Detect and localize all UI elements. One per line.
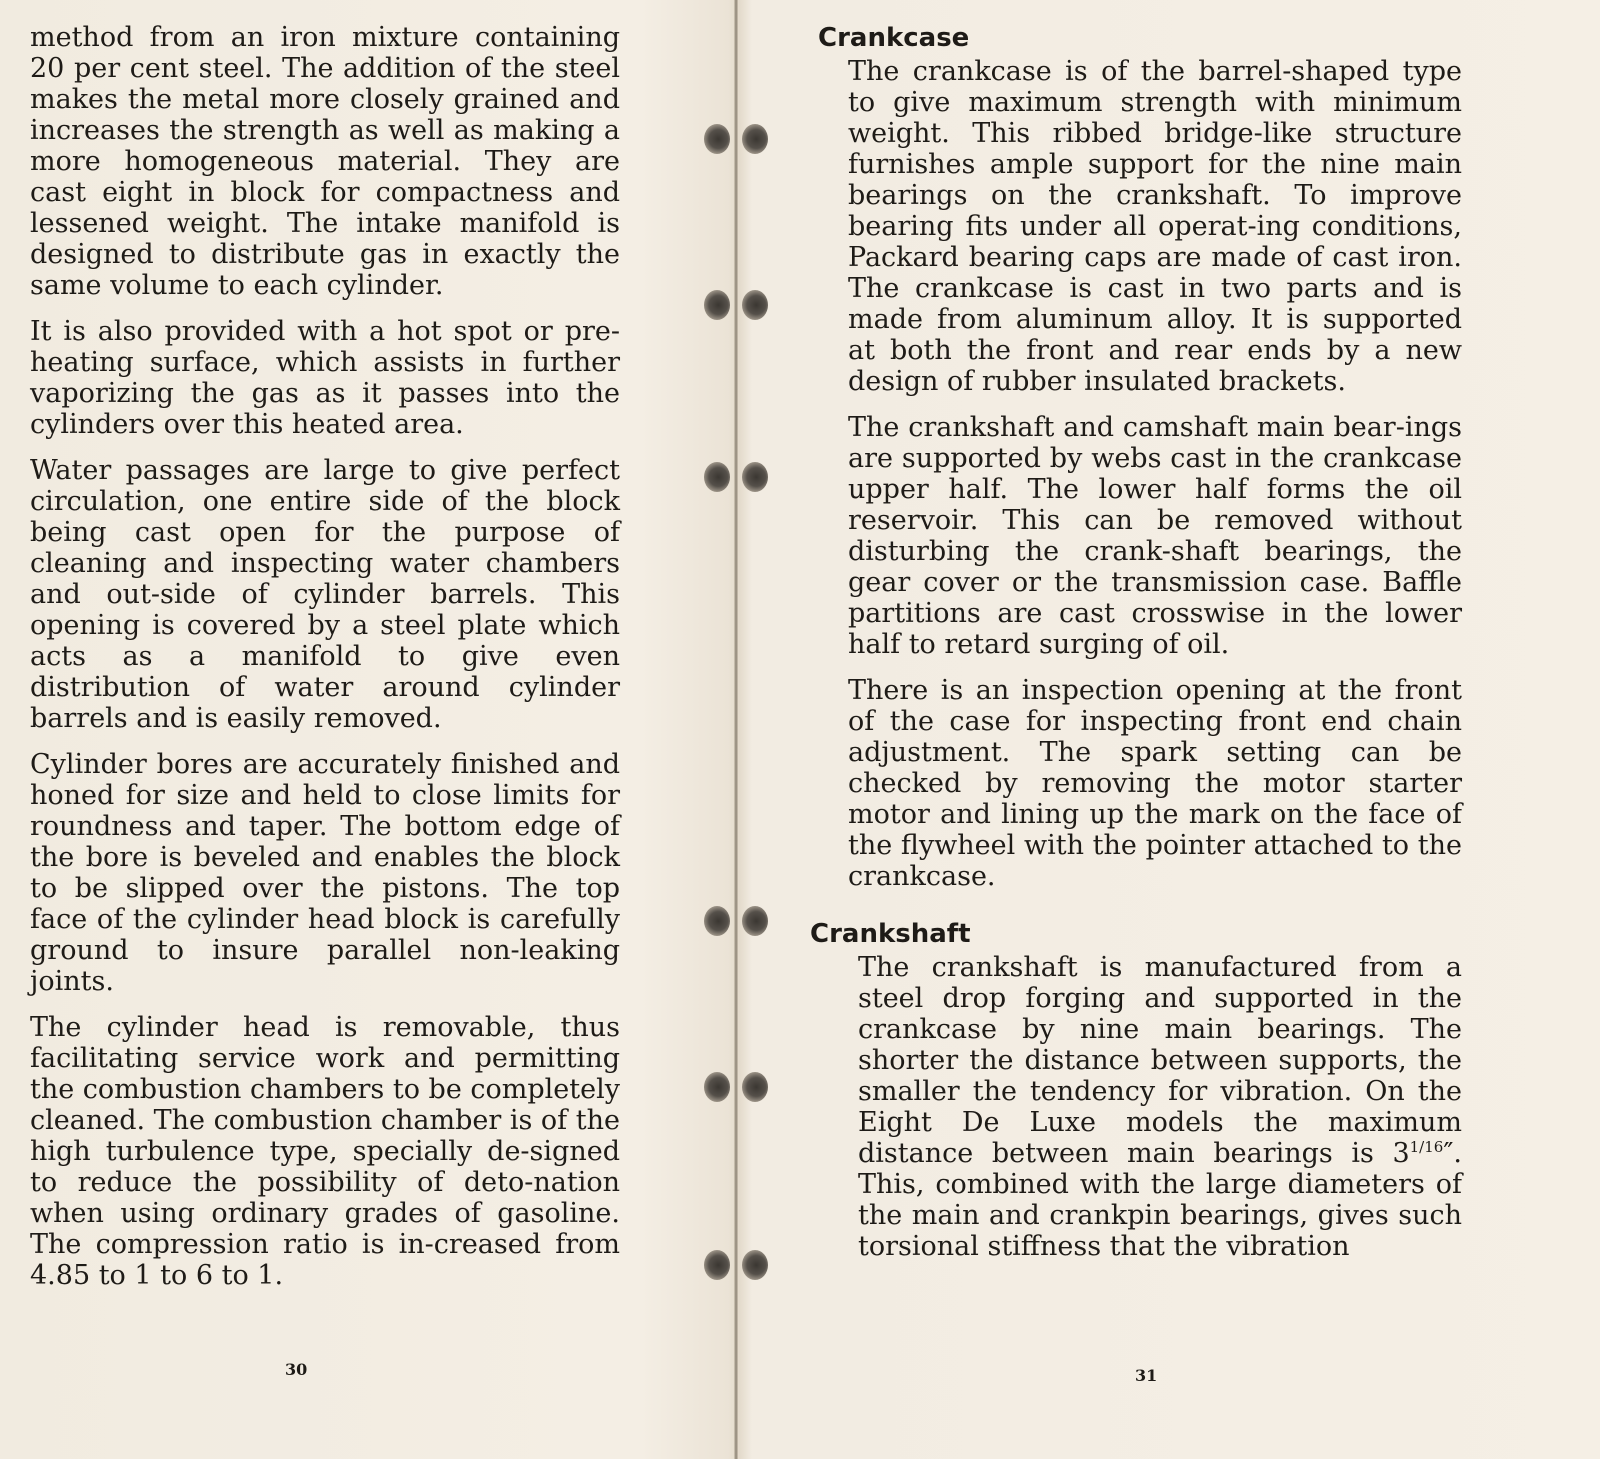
paragraph: The crankcase is of the barrel-shaped type to give maximum strength with minimum weight. This ribbed bridge-like structure furnishes ample support for the nine main bearings on the crankshaft. To improve bearing fits under all operat-ing conditions, Packard bearing caps are made of cast iron. The crankcase is cast in two parts and is made from aluminum alloy. It is supported at both the front and rear ends by a new design of rubber insulated brackets. (848, 56, 1462, 397)
paragraph: Water passages are large to give perfect circulation, one entire side of the block being cast open for the purpose of cleaning and inspecting water chambers and out-side of cylinder barrels. This opening is covered by a steel plate which acts as a manifold to give even distribution of water around cylinder barrels and is easily removed. (30, 455, 620, 734)
left-page (0, 0, 700, 1459)
paragraph-text: This, combined with the large diameters of the main and crankpin bearings, gives such torsional stiffness that the vibration (858, 1169, 1462, 1262)
paragraph: The cylinder head is removable, thus facilitating service work and permitting the combustion chambers to be completely cleaned. The combustion chamber is of the high turbulence type, specially de-signed to reduce the possibility of deto-nation when using ordinary grades of gasoline. The compression ratio is in-creased from 4.85 to 1 to 6 to 1. (30, 1012, 620, 1291)
book-gutter (734, 0, 738, 1459)
punch-hole (704, 462, 730, 492)
page-number: 31 (1135, 1366, 1158, 1385)
punch-hole (742, 290, 768, 320)
right-page (780, 0, 1600, 1459)
paragraph: It is also provided with a hot spot or pre-heating surface, which assists in further vaporizing the gas as it passes into the cylinders over this heated area. (30, 316, 620, 440)
paragraph: There is an inspection opening at the front of the case for inspecting front end chain adjustment. The spark setting can be checked by removing the motor starter motor and lining up the mark on the face of the flywheel with the pointer attached to the crankcase. (848, 675, 1462, 892)
crankshaft-section (800, 952, 1462, 1262)
punch-hole (704, 1250, 730, 1280)
punch-hole (742, 124, 768, 154)
paragraph: Cylinder bores are accurately finished and honed for size and held to close limits for roundness and taper. The bottom edge of the bore is beveled and enables the block to be slipped over the pistons. The top face of the cylinder head block is carefully ground to insure parallel non-leaking joints. (30, 749, 620, 997)
punch-hole (704, 906, 730, 936)
punch-hole (704, 290, 730, 320)
punch-hole (742, 1072, 768, 1102)
section-heading-crankshaft: Crankshaft (810, 919, 971, 949)
punch-hole (704, 1072, 730, 1102)
punch-hole (742, 1250, 768, 1280)
section-heading-crankcase: Crankcase (818, 23, 970, 53)
fraction: 1/16 (1409, 1138, 1444, 1156)
left-page-body (30, 22, 620, 1306)
punch-hole (742, 906, 768, 936)
paragraph: method from an iron mixture containing 20 per cent steel. The addition of the steel makes the metal more closely grained and increases the strength as well as making a more homogeneous material. They are cast eight in block for compactness and lessened weight. The intake manifold is designed to distribute gas in exactly the same volume to each cylinder. (30, 22, 620, 301)
crankcase-section (800, 56, 1462, 892)
punch-hole (704, 124, 730, 154)
paragraph-text: The crankshaft is manufactured from a steel drop forging and supported in the crankcase by nine main bearings. The shorter the distance between supports, the smaller the tendency for vibration. On the Eight De Luxe models the maximum distance between main bearings is 3 (858, 952, 1462, 1169)
paragraph: The crankshaft and camshaft main bear-ings are supported by webs cast in the crankcase upper half. The lower half forms the oil reservoir. This can be removed without disturbing the crank-shaft bearings, the gear cover or the transmission case. Baffle partitions are cast crosswise in the lower half to retard surging of oil. (848, 412, 1462, 660)
punch-hole (742, 462, 768, 492)
inch-mark: ″. (1443, 1138, 1462, 1169)
page-number: 30 (285, 1360, 308, 1379)
right-page-body (800, 22, 1462, 1277)
paragraph (858, 952, 1462, 1262)
